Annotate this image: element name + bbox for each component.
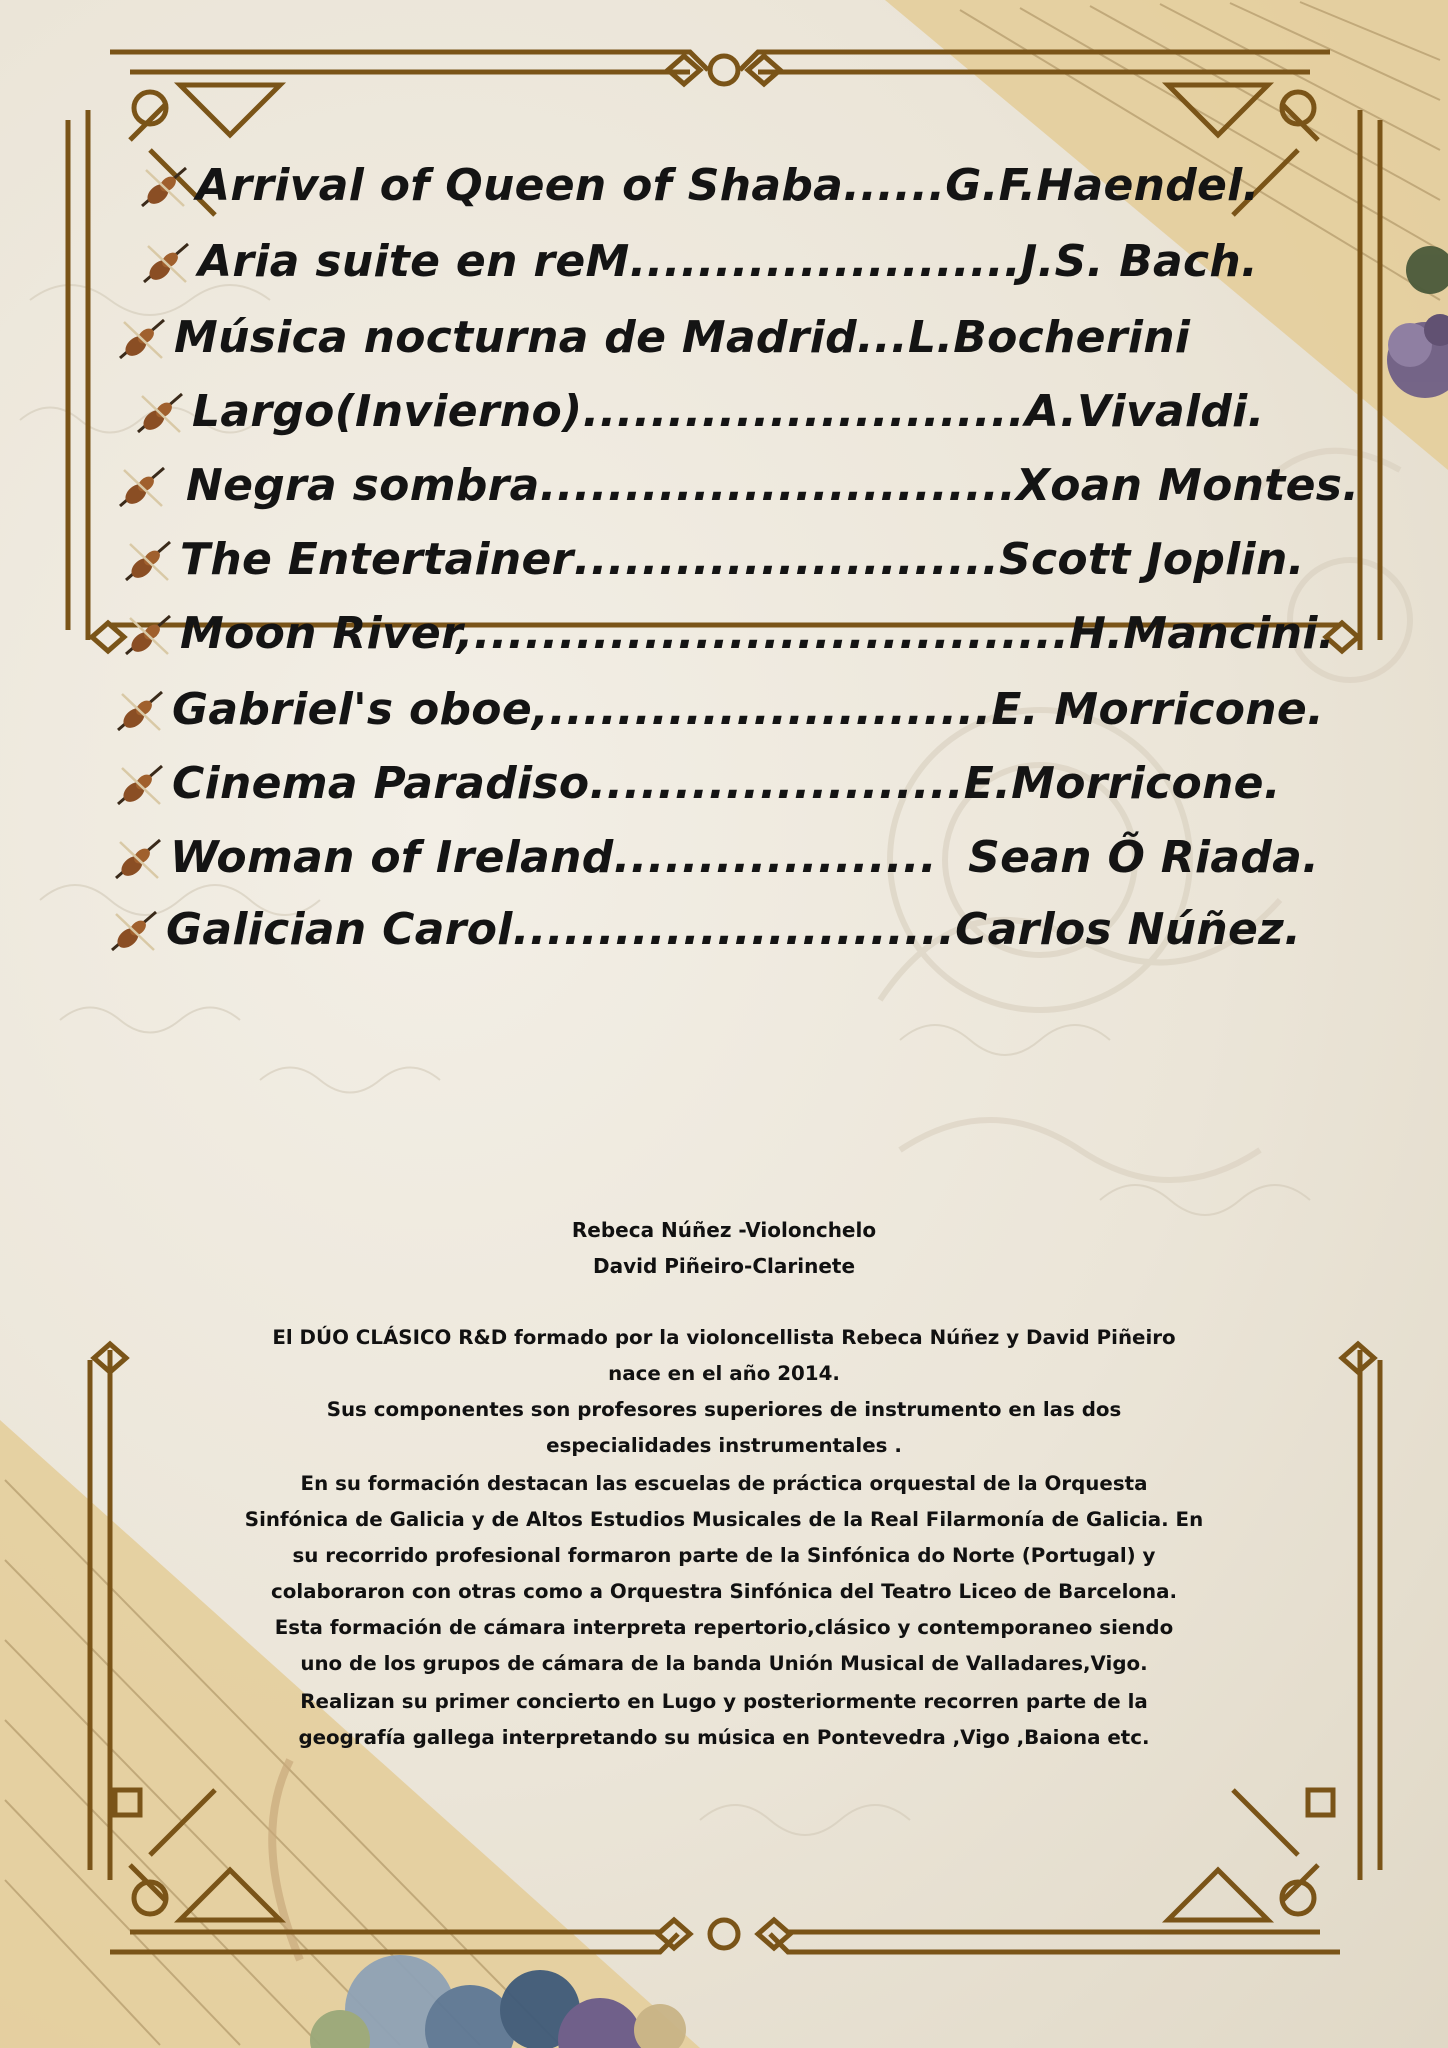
- program-item: [116, 460, 1359, 511]
- leader-dots: ...................: [613, 832, 969, 883]
- composer-name: Carlos Núñez.: [955, 904, 1302, 955]
- performer-cello: Rebeca Núñez -Violonchelo: [571, 1218, 877, 1242]
- performer-clarinet: David Piñeiro-Clarinete: [592, 1254, 856, 1278]
- composer-name: Xoan Montes.: [1016, 460, 1360, 511]
- program-item: [112, 832, 1319, 883]
- piece-title: Música nocturna de Madrid: [174, 312, 857, 363]
- leader-dots: ............................: [539, 460, 1017, 511]
- violin-icon: [112, 834, 164, 882]
- composer-name: H.Mancini.: [1069, 608, 1335, 659]
- composer-name: J.S. Bach.: [1020, 236, 1259, 287]
- program-item: [114, 758, 1281, 809]
- leader-dots: ......................: [589, 758, 964, 809]
- leader-dots: .........................: [573, 534, 999, 585]
- violin-icon: [108, 906, 160, 954]
- program-item: [134, 386, 1265, 437]
- bio-line: uno de los grupos de cámara de la banda Unión Musical de Valladares,Vigo.: [300, 1652, 1148, 1675]
- leader-dots: ..........................: [512, 904, 956, 955]
- composer-name: Scott Joplin.: [999, 534, 1305, 585]
- violin-icon: [116, 462, 168, 510]
- composer-name: L.Bocherini: [907, 312, 1191, 363]
- program-item: [138, 160, 1260, 211]
- bio-line: geografía gallega interpretando su música en Pontevedra ,Vigo ,Baiona etc.: [298, 1726, 1150, 1749]
- leader-dots: ......: [843, 160, 946, 211]
- violin-icon: [134, 388, 186, 436]
- program-item: [114, 684, 1324, 735]
- program-item: [116, 312, 1190, 363]
- piece-title: Woman of Ireland: [170, 832, 614, 883]
- piece-title: Galician Carol: [166, 904, 513, 955]
- piece-title: Arrival of Queen of Shaba: [196, 160, 844, 211]
- composer-name: Sean Õ Riada.: [968, 832, 1320, 883]
- bio-line: Sinfónica de Galicia y de Altos Estudios Musicales de la Real Filarmonía de Galicia. En: [244, 1508, 1204, 1531]
- program-item: [122, 608, 1335, 659]
- leader-dots: ...................................: [473, 608, 1070, 659]
- piece-title: Moon River,: [180, 608, 474, 659]
- composer-name: G.F.Haendel.: [945, 160, 1260, 211]
- program-item: [122, 534, 1305, 585]
- program-list: [0, 0, 1448, 1000]
- piece-title: Gabriel's oboe,: [172, 684, 549, 735]
- violin-icon: [116, 314, 168, 362]
- program-item: [108, 904, 1301, 955]
- leader-dots: ..........................: [549, 684, 992, 735]
- composer-name: E. Morricone.: [991, 684, 1325, 735]
- bio-line: El DÚO CLÁSICO R&D formado por la violoncellista Rebeca Núñez y David Piñeiro: [272, 1326, 1176, 1349]
- leader-dots: .......................: [629, 236, 1021, 287]
- violin-icon: [140, 238, 192, 286]
- piece-title: Negra sombra: [186, 460, 540, 511]
- bio-line: su recorrido profesional formaron parte de la Sinfónica do Norte (Portugal) y: [292, 1544, 1156, 1567]
- bio-line: especialidades instrumentales .: [546, 1434, 902, 1457]
- violin-icon: [114, 760, 166, 808]
- program-item: [140, 236, 1258, 287]
- violin-icon: [122, 610, 174, 658]
- piece-title: Cinema Paradiso: [172, 758, 590, 809]
- composer-name: A.Vivaldi.: [1024, 386, 1265, 437]
- violin-icon: [122, 536, 174, 584]
- bio-line: nace en el año 2014.: [608, 1362, 840, 1385]
- composer-name: E.Morricone.: [963, 758, 1281, 809]
- violin-icon: [138, 162, 190, 210]
- piece-title: Largo(Invierno): [192, 386, 583, 437]
- bio-line: En su formación destacan las escuelas de práctica orquestal de la Orquesta: [300, 1472, 1148, 1495]
- bio-line: Esta formación de cámara interpreta repertorio,clásico y contemporaneo siendo: [274, 1616, 1174, 1639]
- violin-icon: [114, 686, 166, 734]
- leader-dots: ..........................: [582, 386, 1025, 437]
- bio-line: Realizan su primer concierto en Lugo y posteriormente recorren parte de la: [300, 1690, 1148, 1713]
- piece-title: The Entertainer: [180, 534, 574, 585]
- bio-line: Sus componentes son profesores superiores de instrumento en las dos: [326, 1398, 1122, 1421]
- bio-line: colaboraron con otras como a Orquestra Sinfónica del Teatro Liceo de Barcelona.: [270, 1580, 1178, 1603]
- leader-dots: ...: [856, 312, 908, 363]
- piece-title: Aria suite en reM: [198, 236, 630, 287]
